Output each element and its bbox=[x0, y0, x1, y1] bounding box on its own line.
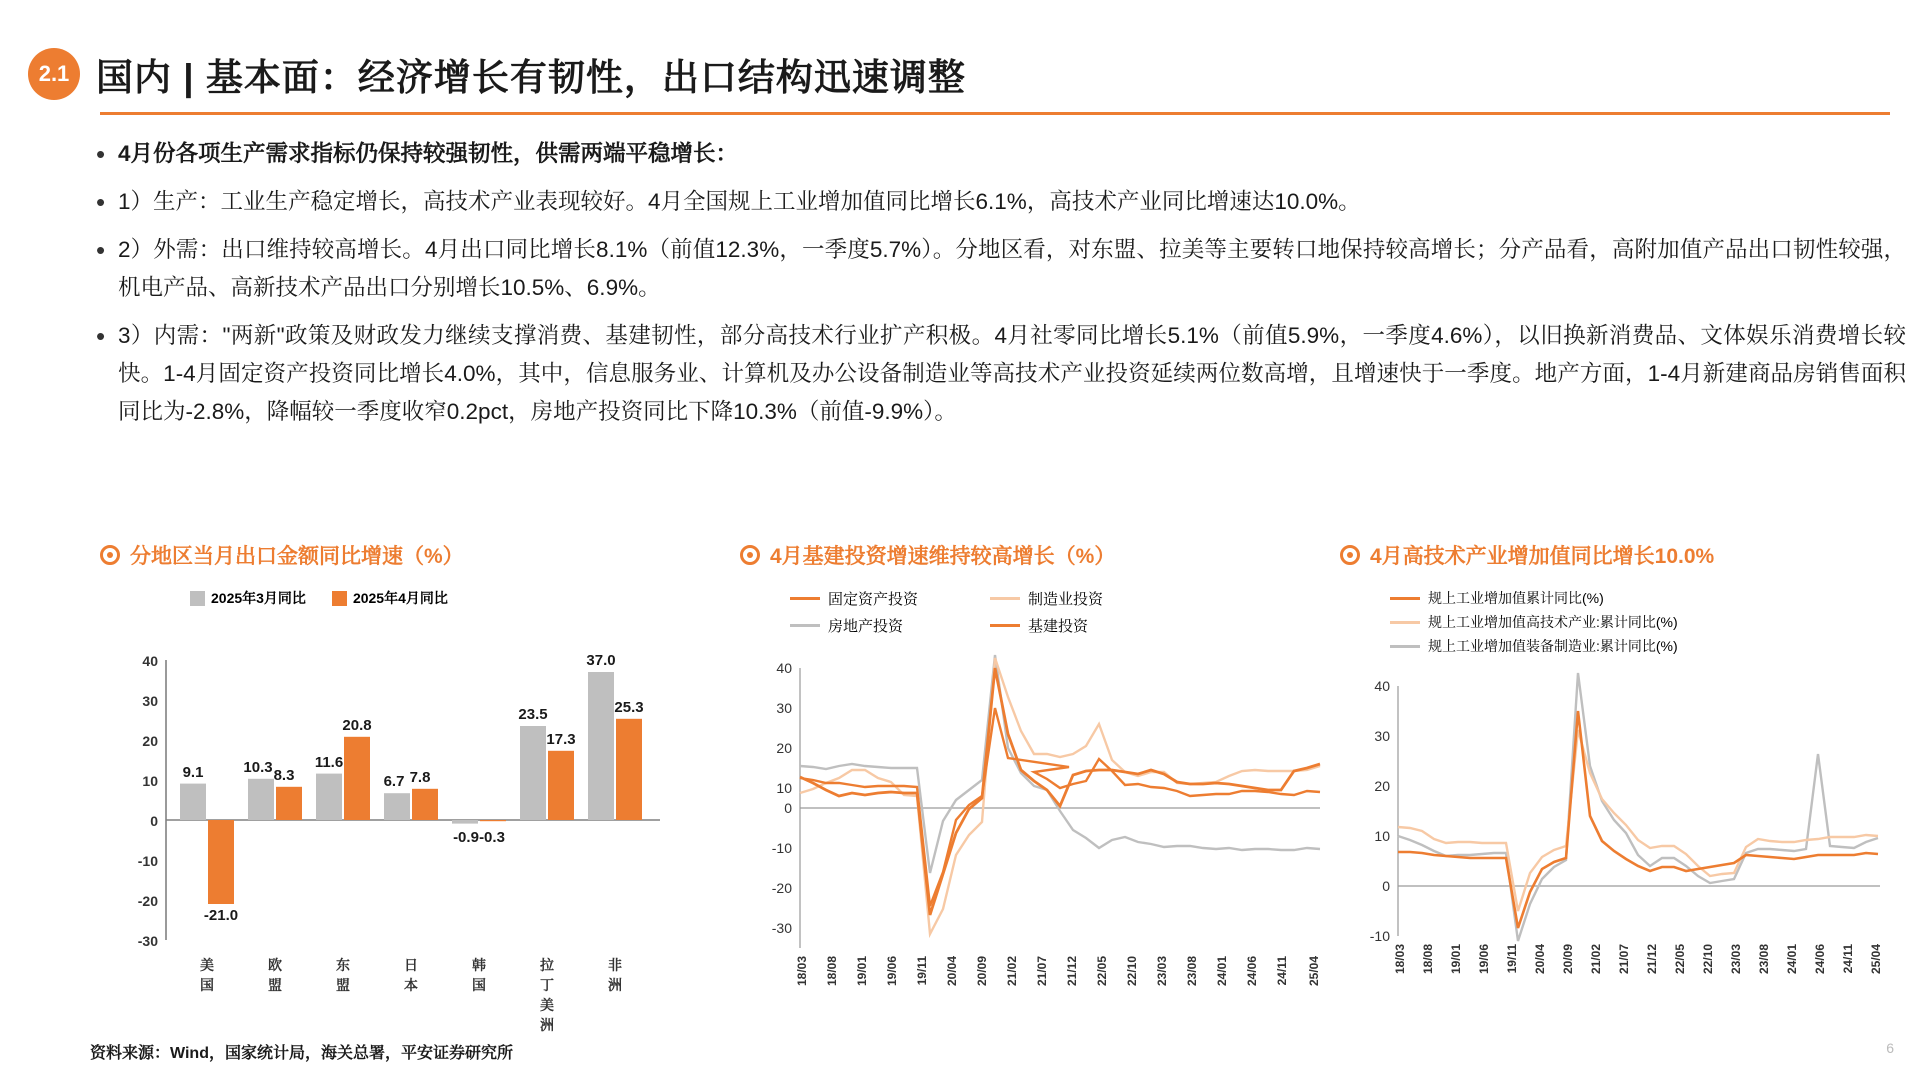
svg-text:22/05: 22/05 bbox=[1095, 956, 1109, 987]
legend-label: 规上工业增加值高技术产业:累计同比(%) bbox=[1428, 614, 1678, 630]
legend-label: 基建投资 bbox=[1028, 618, 1089, 635]
legend-label: 2025年4月同比 bbox=[352, 590, 448, 606]
svg-text:22/10: 22/10 bbox=[1125, 956, 1139, 987]
svg-text:10: 10 bbox=[776, 780, 792, 796]
list-item bbox=[96, 183, 1906, 221]
svg-text:19/06: 19/06 bbox=[885, 956, 899, 987]
chart-header bbox=[740, 540, 1340, 570]
svg-text:20/09: 20/09 bbox=[975, 956, 989, 987]
svg-text:22/05: 22/05 bbox=[1673, 944, 1687, 975]
bullet-marker: • bbox=[96, 139, 106, 169]
svg-text:25/04: 25/04 bbox=[1307, 956, 1321, 987]
svg-text:24/11: 24/11 bbox=[1841, 944, 1855, 974]
svg-text:国: 国 bbox=[472, 977, 486, 993]
svg-text:东: 东 bbox=[336, 957, 350, 973]
svg-text:洲: 洲 bbox=[540, 1017, 554, 1033]
svg-text:盟: 盟 bbox=[268, 977, 282, 993]
chart-panel-hightech bbox=[1340, 540, 1900, 1053]
bullet-text-1: 4月份各项生产需求指标仍保持较强韧性，供需两端平稳增长： bbox=[118, 141, 739, 166]
bullet-text-3: 2）外需：出口维持较高增长。4月出口同比增长8.1%（前值12.3%，一季度5.7%）。分地区看，对东盟、拉美等主要转口地保持较高增长；分产品看，高附加值产品出口韧性较强，机电产品、高新技术产品出口分别增长10.5%、6.9%。 bbox=[118, 237, 1906, 300]
legend-swatch-icon bbox=[190, 591, 205, 606]
svg-text:18/08: 18/08 bbox=[825, 956, 839, 987]
svg-text:24/06: 24/06 bbox=[1813, 944, 1827, 975]
svg-text:19/06: 19/06 bbox=[1477, 944, 1491, 975]
chart-header bbox=[1340, 540, 1900, 570]
svg-text:日: 日 bbox=[404, 957, 418, 973]
svg-text:-10: -10 bbox=[1369, 928, 1390, 944]
svg-text:美: 美 bbox=[200, 957, 214, 973]
svg-text:21/12: 21/12 bbox=[1645, 944, 1659, 975]
svg-text:24/01: 24/01 bbox=[1215, 956, 1229, 987]
legend-label: 规上工业增加值累计同比(%) bbox=[1428, 590, 1604, 606]
bullet-marker: • bbox=[96, 321, 106, 351]
svg-text:21/02: 21/02 bbox=[1589, 944, 1603, 975]
chart-panel-investment bbox=[740, 540, 1340, 1043]
bullet-list bbox=[96, 135, 1906, 441]
svg-text:30: 30 bbox=[1374, 728, 1390, 744]
legend-label: 房地产投资 bbox=[828, 618, 904, 635]
svg-text:40: 40 bbox=[776, 660, 792, 676]
svg-text:0: 0 bbox=[1382, 878, 1390, 894]
bullseye-icon bbox=[1340, 545, 1360, 565]
svg-text:欧: 欧 bbox=[268, 957, 282, 973]
svg-text:21/07: 21/07 bbox=[1617, 944, 1631, 975]
bullseye-icon bbox=[100, 545, 120, 565]
svg-text:25/04: 25/04 bbox=[1869, 944, 1883, 975]
legend-line-icon bbox=[990, 624, 1020, 627]
bullet-text-2: 1）生产：工业生产稳定增长，高技术产业表现较好。4月全国规上工业增加值同比增长6.1%，高技术产业同比增速达10.0%。 bbox=[118, 189, 1361, 214]
svg-text:盟: 盟 bbox=[336, 977, 350, 993]
legend-line-icon bbox=[1390, 621, 1420, 624]
svg-text:-20: -20 bbox=[137, 893, 158, 909]
legend-line-icon bbox=[1390, 597, 1420, 600]
svg-text:21/12: 21/12 bbox=[1065, 956, 1079, 987]
source-text: Wind，国家统计局，海关总署，平安证券研究所 bbox=[170, 1045, 513, 1062]
legend-line-icon bbox=[790, 597, 820, 600]
legend-label: 规上工业增加值装备制造业:累计同比(%) bbox=[1428, 638, 1678, 654]
svg-text:-0.3: -0.3 bbox=[479, 829, 505, 846]
svg-text:23/03: 23/03 bbox=[1155, 956, 1169, 987]
svg-text:37.0: 37.0 bbox=[586, 652, 616, 669]
svg-text:10.3: 10.3 bbox=[243, 759, 273, 776]
svg-text:30: 30 bbox=[142, 693, 158, 709]
svg-text:20/09: 20/09 bbox=[1561, 944, 1575, 975]
svg-text:9.1: 9.1 bbox=[182, 764, 204, 781]
svg-text:7.8: 7.8 bbox=[409, 769, 431, 786]
list-item bbox=[96, 317, 1906, 431]
list-item bbox=[96, 231, 1906, 307]
title-divider bbox=[100, 112, 1890, 115]
page-number: 6 bbox=[1886, 1040, 1894, 1056]
svg-text:40: 40 bbox=[1374, 678, 1390, 694]
svg-text:23/08: 23/08 bbox=[1185, 956, 1199, 987]
svg-text:-10: -10 bbox=[137, 853, 158, 869]
svg-text:24/01: 24/01 bbox=[1785, 944, 1799, 975]
chart-legend-2 bbox=[790, 588, 1340, 636]
line-chart-svg-investment bbox=[740, 638, 1340, 1038]
chart-title-1: 分地区当月出口金额同比增速（%） bbox=[130, 545, 464, 568]
svg-text:20: 20 bbox=[776, 740, 792, 756]
svg-text:20/04: 20/04 bbox=[1533, 944, 1547, 975]
svg-text:洲: 洲 bbox=[608, 977, 622, 993]
svg-text:25.3: 25.3 bbox=[614, 699, 644, 716]
chart-legend-1 bbox=[190, 588, 680, 608]
svg-text:18/03: 18/03 bbox=[795, 956, 809, 987]
svg-text:丁: 丁 bbox=[540, 977, 554, 993]
svg-text:40: 40 bbox=[142, 653, 158, 669]
svg-text:20/04: 20/04 bbox=[945, 956, 959, 987]
svg-text:20: 20 bbox=[142, 733, 158, 749]
svg-text:21/02: 21/02 bbox=[1005, 956, 1019, 987]
svg-text:17.3: 17.3 bbox=[546, 731, 576, 748]
svg-text:19/01: 19/01 bbox=[855, 956, 869, 987]
legend-label: 制造业投资 bbox=[1028, 591, 1104, 608]
svg-text:24/11: 24/11 bbox=[1275, 956, 1289, 986]
svg-text:0: 0 bbox=[150, 813, 158, 829]
svg-text:24/06: 24/06 bbox=[1245, 956, 1259, 987]
line-chart-svg-hightech bbox=[1340, 658, 1900, 1048]
bullet-marker: • bbox=[96, 187, 106, 217]
chart-panel-exports bbox=[100, 540, 680, 1045]
chart-title-3: 4月高技术产业增加值同比增长10.0% bbox=[1370, 545, 1715, 568]
source-prefix: 资料来源： bbox=[90, 1045, 171, 1062]
svg-text:19/11: 19/11 bbox=[915, 956, 929, 986]
svg-text:20.8: 20.8 bbox=[342, 717, 372, 734]
svg-text:22/10: 22/10 bbox=[1701, 944, 1715, 975]
svg-text:10: 10 bbox=[142, 773, 158, 789]
svg-text:10: 10 bbox=[1374, 828, 1390, 844]
svg-text:-10: -10 bbox=[771, 840, 792, 856]
svg-text:本: 本 bbox=[404, 977, 418, 993]
svg-text:韩: 韩 bbox=[472, 957, 486, 973]
svg-text:18/08: 18/08 bbox=[1421, 944, 1435, 975]
section-badge: 2.1 bbox=[28, 48, 80, 100]
svg-text:国: 国 bbox=[200, 977, 214, 993]
svg-text:-21.0: -21.0 bbox=[203, 907, 239, 924]
chart-title-2: 4月基建投资增速维持较高增长（%） bbox=[770, 545, 1116, 568]
svg-text:19/11: 19/11 bbox=[1505, 944, 1519, 974]
svg-text:-0.9: -0.9 bbox=[453, 829, 479, 846]
source-note bbox=[90, 1040, 513, 1063]
legend-line-icon bbox=[990, 597, 1020, 600]
svg-text:30: 30 bbox=[776, 700, 792, 716]
svg-text:23.5: 23.5 bbox=[518, 706, 548, 723]
bullet-text-4: 3）内需："两新"政策及财政发力继续支撑消费、基建韧性，部分高技术行业扩产积极。4月社零同比增长5.1%（前值5.9%，一季度4.6%），以旧换新消费品、文体娱乐消费增长较快。1-4月固定资产投资同比增长4.0%，其中，信息服务业、计算机及办公设备制造业等高技术产业投资延续两位数高增，且增速快于一季度。地产方面，1-4月新建商品房销售面积同比为-2.8%，降幅较一季度收窄0.2pct，房地产投资同比下降10.3%（前值-9.9%）。 bbox=[118, 323, 1906, 424]
svg-text:0: 0 bbox=[784, 800, 792, 816]
legend-label: 固定资产投资 bbox=[828, 591, 919, 608]
legend-swatch-icon bbox=[332, 591, 347, 606]
svg-text:6.7: 6.7 bbox=[383, 773, 405, 790]
svg-text:18/03: 18/03 bbox=[1393, 944, 1407, 975]
bullet-marker: • bbox=[96, 235, 106, 265]
svg-text:19/01: 19/01 bbox=[1449, 944, 1463, 975]
svg-text:拉: 拉 bbox=[540, 957, 554, 973]
svg-text:11.6: 11.6 bbox=[314, 754, 344, 771]
svg-text:-30: -30 bbox=[771, 920, 792, 936]
svg-text:23/03: 23/03 bbox=[1729, 944, 1743, 975]
svg-text:美: 美 bbox=[540, 997, 554, 1013]
list-item bbox=[96, 135, 1906, 173]
bar-chart-svg bbox=[100, 610, 680, 1040]
svg-text:23/08: 23/08 bbox=[1757, 944, 1771, 975]
page-title: 国内 | 基本面：经济增长有韧性，出口结构迅速调整 bbox=[96, 57, 966, 98]
legend-line-icon bbox=[790, 624, 820, 627]
slide-header bbox=[28, 40, 1890, 108]
bullseye-icon bbox=[740, 545, 760, 565]
svg-text:-20: -20 bbox=[771, 880, 792, 896]
svg-text:21/07: 21/07 bbox=[1035, 956, 1049, 987]
chart-legend-3 bbox=[1390, 588, 1900, 656]
svg-text:非: 非 bbox=[608, 957, 622, 973]
legend-line-icon bbox=[1390, 645, 1420, 648]
legend-label: 2025年3月同比 bbox=[211, 590, 306, 606]
svg-text:8.3: 8.3 bbox=[273, 767, 295, 784]
chart-header bbox=[100, 540, 680, 570]
svg-text:-30: -30 bbox=[137, 933, 158, 949]
svg-text:20: 20 bbox=[1374, 778, 1390, 794]
